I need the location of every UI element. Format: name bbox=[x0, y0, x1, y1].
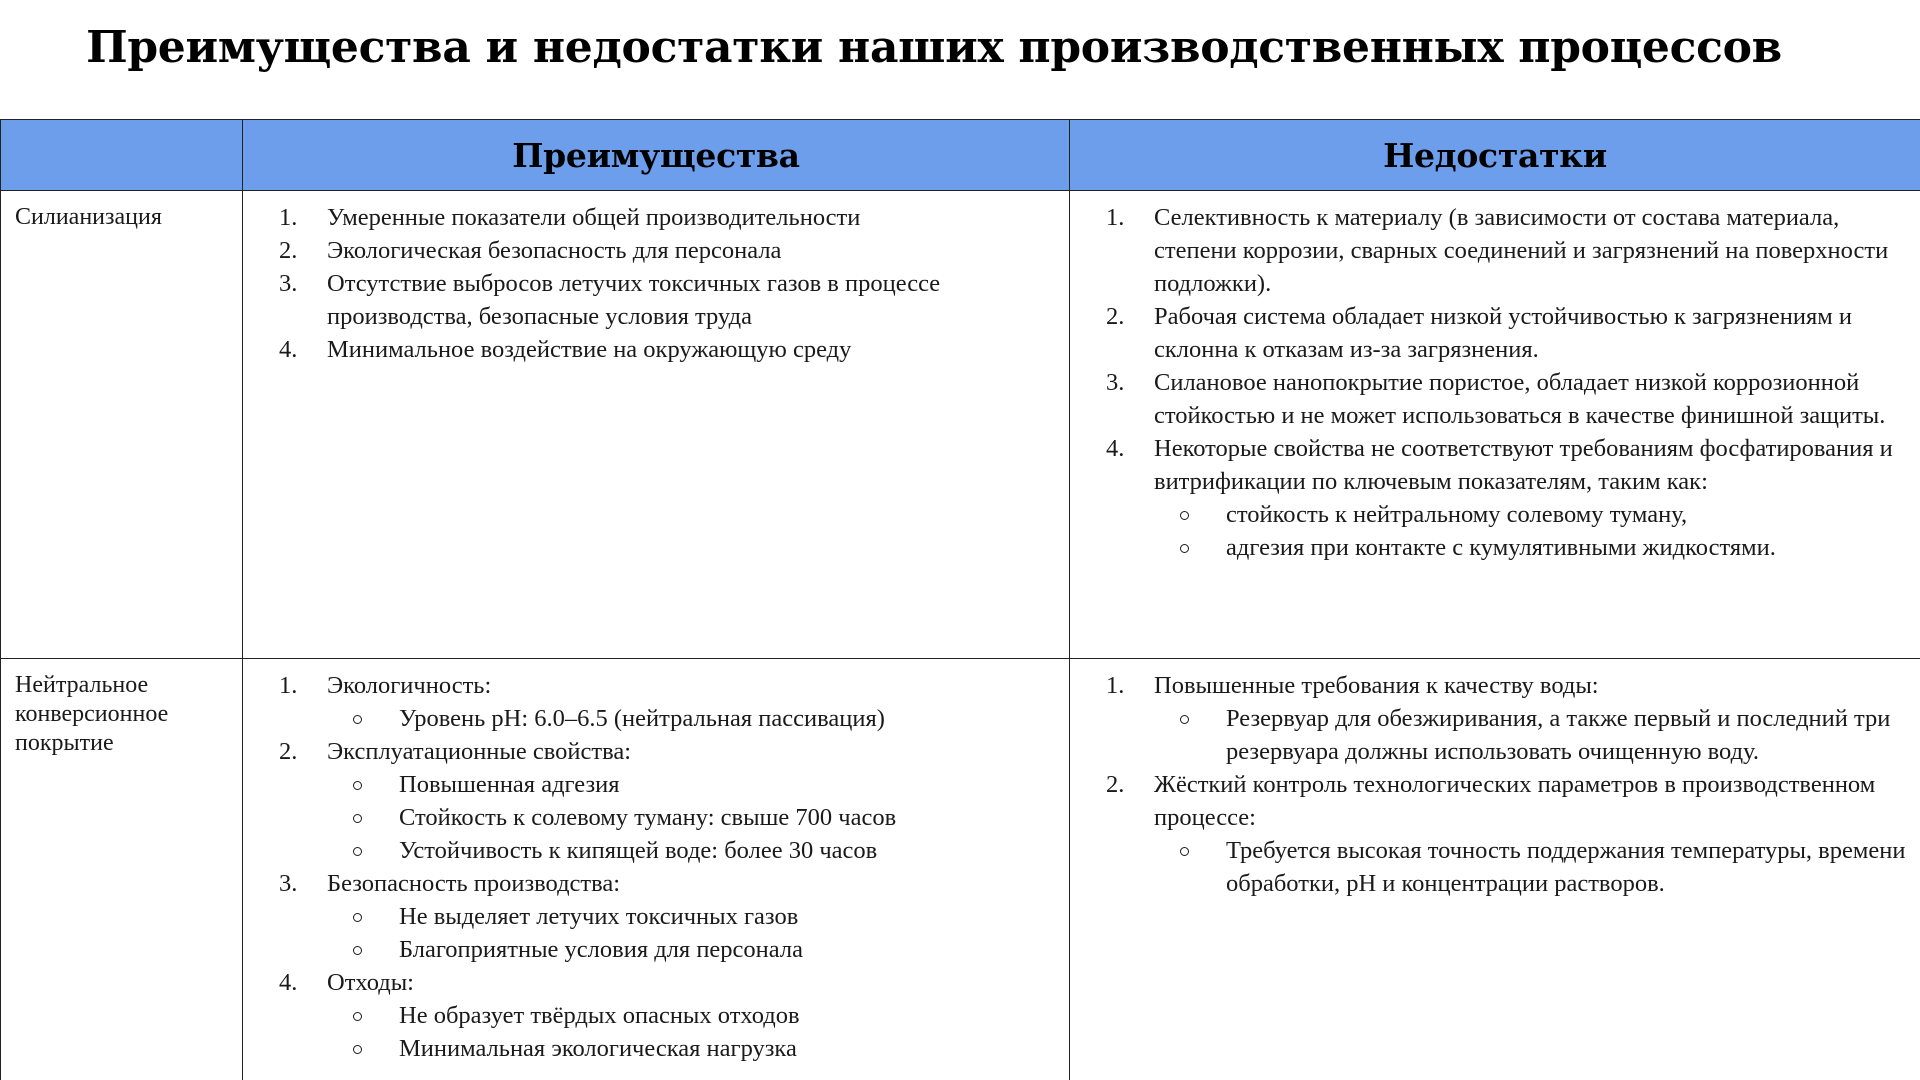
advantages-list bbox=[243, 669, 1055, 1065]
header-empty-cell bbox=[1, 120, 243, 191]
sub-list-item: Требуется высокая точность поддержания температуры, времени обработки, pH и концентрации растворов. bbox=[1226, 834, 1906, 900]
sub-list-item: Устойчивость к кипящей воде: более 30 часов bbox=[399, 834, 1055, 867]
list-item-text: Селективность к материалу (в зависимости от состава материала, степени коррозии, сварных соединений и загрязнений на поверхности подложки). bbox=[1154, 204, 1889, 297]
list-item bbox=[1154, 366, 1906, 432]
list-item-text: Силановое нанопокрытие пористое, обладает низкой коррозионной стойкостью и не может использоваться в качестве финишной защиты. bbox=[1154, 369, 1886, 429]
disadvantages-list bbox=[1070, 201, 1906, 564]
list-item bbox=[1154, 669, 1906, 768]
list-item bbox=[327, 201, 1055, 234]
list-item-text: Отходы: bbox=[327, 969, 414, 996]
list-item-text: Экологичность: bbox=[327, 672, 492, 699]
advantages-cell bbox=[243, 191, 1070, 659]
sub-list bbox=[1154, 702, 1906, 768]
list-item bbox=[327, 867, 1055, 966]
list-item-text: Умеренные показатели общей производительности bbox=[327, 204, 861, 231]
sub-list-item: Не образует твёрдых опасных отходов bbox=[399, 999, 1055, 1032]
disadvantages-cell bbox=[1070, 659, 1920, 1080]
disadvantages-cell bbox=[1070, 191, 1920, 659]
sub-list bbox=[1154, 498, 1906, 564]
list-item bbox=[327, 669, 1055, 735]
page-title: Преимущества и недостатки наших производственных процессов bbox=[86, 22, 1782, 73]
list-item-text: Эксплуатационные свойства: bbox=[327, 738, 632, 765]
sub-list-item: Резервуар для обезжиривания, а также первый и последний три резервуара должны использовать очищенную воду. bbox=[1226, 702, 1906, 768]
list-item-text: Безопасность производства: bbox=[327, 870, 621, 897]
list-item-text: Рабочая система обладает низкой устойчивостью к загрязнениям и склонна к отказам из-за загрязнения. bbox=[1154, 303, 1853, 363]
header-advantages: Преимущества bbox=[243, 120, 1070, 191]
row-label: Нейтральное конверсионное покрытие bbox=[1, 659, 243, 1080]
advantages-list bbox=[243, 201, 1055, 366]
sub-list bbox=[1154, 834, 1906, 900]
sub-list-item: Уровень pH: 6.0–6.5 (нейтральная пассивация) bbox=[399, 702, 1055, 735]
table-row bbox=[1, 191, 1920, 659]
list-item-text: Некоторые свойства не соответствуют требованиям фосфатирования и витрификации по ключевым показателям, таким как: bbox=[1154, 435, 1893, 495]
list-item bbox=[1154, 300, 1906, 366]
sub-list bbox=[327, 999, 1055, 1065]
list-item bbox=[1154, 432, 1906, 564]
list-item bbox=[327, 966, 1055, 1065]
sub-list-item: Благоприятные условия для персонала bbox=[399, 933, 1055, 966]
list-item-text: Отсутствие выбросов летучих токсичных газов в процессе производства, безопасные условия труда bbox=[327, 270, 941, 330]
list-item bbox=[1154, 768, 1906, 900]
sub-list-item: адгезия при контакте с кумулятивными жидкостями. bbox=[1226, 531, 1906, 564]
sub-list bbox=[327, 900, 1055, 966]
table-row bbox=[1, 659, 1920, 1080]
list-item-text: Экологическая безопасность для персонала bbox=[327, 237, 782, 264]
sub-list-item: стойкость к нейтральному солевому туману, bbox=[1226, 498, 1906, 531]
advantages-cell bbox=[243, 659, 1070, 1080]
table-header-row bbox=[1, 120, 1920, 191]
sub-list bbox=[327, 768, 1055, 867]
list-item bbox=[327, 735, 1055, 867]
sub-list-item: Не выделяет летучих токсичных газов bbox=[399, 900, 1055, 933]
list-item-text: Жёсткий контроль технологических параметров в производственном процессе: bbox=[1154, 771, 1876, 831]
list-item-text: Минимальное воздействие на окружающую среду bbox=[327, 336, 852, 363]
list-item bbox=[327, 267, 1055, 333]
list-item bbox=[327, 333, 1055, 366]
disadvantages-list bbox=[1070, 669, 1906, 900]
header-disadvantages: Недостатки bbox=[1070, 120, 1920, 191]
sub-list-item: Стойкость к солевому туману: свыше 700 часов bbox=[399, 801, 1055, 834]
sub-list-item: Повышенная адгезия bbox=[399, 768, 1055, 801]
sub-list-item: Минимальная экологическая нагрузка bbox=[399, 1032, 1055, 1065]
row-label: Силианизация bbox=[1, 191, 243, 659]
comparison-table bbox=[0, 119, 1920, 1080]
sub-list bbox=[327, 702, 1055, 735]
list-item bbox=[327, 234, 1055, 267]
list-item-text: Повышенные требования к качеству воды: bbox=[1154, 672, 1599, 699]
list-item bbox=[1154, 201, 1906, 300]
